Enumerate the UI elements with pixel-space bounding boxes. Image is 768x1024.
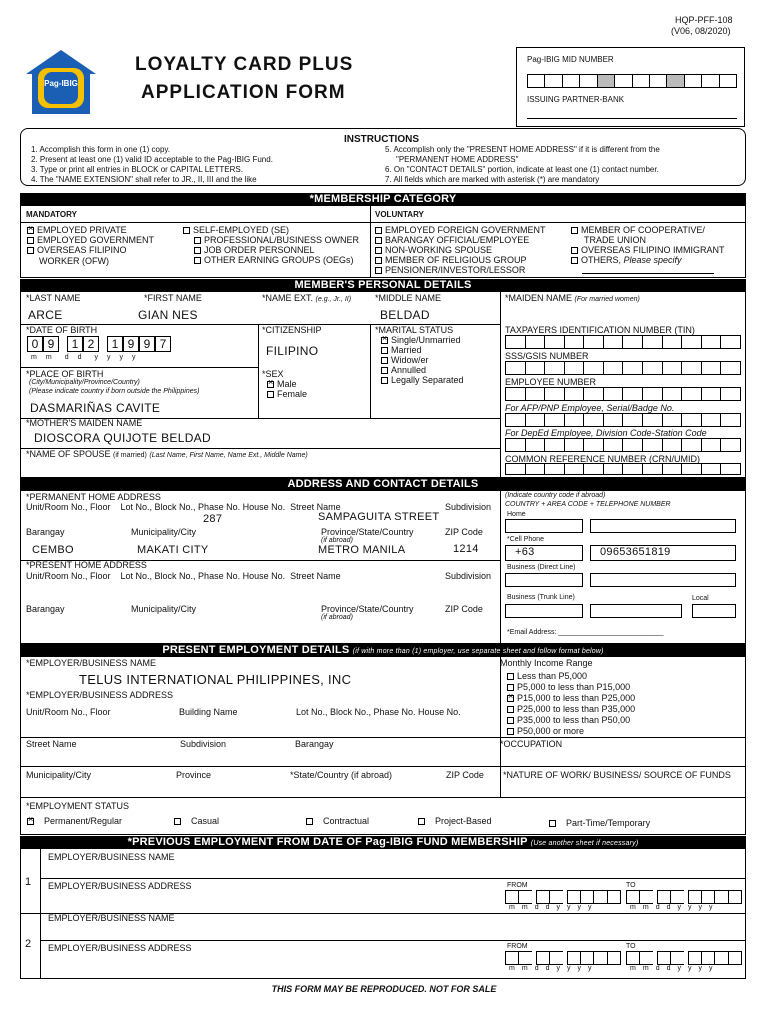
prev1-number: 1 [25, 876, 32, 888]
partner-bank-label: ISSUING PARTNER-BANK [527, 95, 625, 104]
home-phone-box[interactable] [590, 519, 736, 533]
marital-married[interactable]: Married [381, 345, 422, 355]
local-label: Local [692, 595, 709, 602]
status-project-based[interactable]: Project-Based [418, 816, 492, 826]
instr-5b: "PERMANENT HOME ADDRESS" [396, 155, 519, 164]
prev1-to-label: TO [626, 882, 636, 889]
perm-barangay-label: Barangay [26, 527, 65, 537]
opt-others[interactable]: OTHERS, Please specify [571, 255, 682, 265]
perm-street[interactable]: SAMPAGUITA STREET [318, 511, 440, 523]
crn-grid[interactable] [505, 463, 741, 475]
prev2-from-label: FROM [507, 943, 528, 950]
form-code: HQP-PFF-108 [675, 15, 733, 25]
marital-separated[interactable]: Legally Separated [381, 375, 464, 385]
present-abroad-hint: (if abroad) [321, 614, 353, 621]
emp-building-label: Building Name [179, 707, 238, 717]
perm-address-label: *PERMANENT HOME ADDRESS [26, 492, 161, 502]
opt-professional[interactable]: PROFESSIONAL/BUSINESS OWNER [194, 235, 359, 245]
emp-state-label: *State/Country (if abroad) [290, 770, 393, 780]
perm-house-no[interactable]: 287 [203, 513, 223, 525]
present-row1-labels: Unit/Room No., Floor Lot No., Block No., Phase No. House No. Street Name [26, 571, 341, 581]
emp-barangay-label: Barangay [295, 739, 334, 749]
prev2-name-label: EMPLOYER/BUSINESS NAME [48, 913, 175, 923]
maiden-name-label: *MAIDEN NAME (For married women) [505, 293, 640, 303]
income-50k-plus[interactable]: P50,000 or more [507, 726, 584, 736]
instructions-title: INSTRUCTIONS [344, 134, 419, 145]
sex-female[interactable]: Female [267, 389, 307, 399]
pob-value[interactable]: DASMARIÑAS CAVITE [30, 401, 161, 415]
voluntary-label: VOLUNTARY [375, 210, 424, 219]
opt-religious[interactable]: MEMBER OF RELIGIOUS GROUP [375, 255, 527, 265]
opt-pensioner[interactable]: PENSIONER/INVESTOR/LESSOR [375, 265, 525, 275]
mid-number-grid[interactable] [527, 74, 737, 88]
opt-job-order[interactable]: JOB ORDER PERSONNEL [194, 245, 315, 255]
income-15k-25k[interactable]: ×P15,000 to less than P25,000 [507, 693, 635, 703]
present-subdivision-label: Subdivision [445, 571, 492, 581]
present-barangay-label: Barangay [26, 604, 65, 614]
email-label[interactable]: *Email Address: ___________________________ [507, 629, 664, 636]
perm-zip[interactable]: 1214 [453, 543, 479, 555]
perm-province-label: Province/State/Country [321, 527, 414, 537]
employer-value[interactable]: TELUS INTERNATIONAL PHILIPPINES, INC [79, 672, 352, 687]
deped-label: For DepEd Employee, Division Code-Station Code [505, 428, 707, 438]
first-name-value[interactable]: GIAN NES [138, 308, 198, 322]
pagibig-logo [24, 48, 98, 118]
emp-unit-label: Unit/Room No., Floor [26, 707, 111, 717]
opt-oeg[interactable]: OTHER EARNING GROUPS (OEGs) [194, 255, 354, 265]
prev1-from-date[interactable] [505, 890, 621, 904]
form-title-line1: LOYALTY CARD PLUS [135, 54, 354, 75]
emp-no-label: EMPLOYEE NUMBER [505, 377, 597, 387]
instr-5: 5. Accomplish only the "PRESENT HOME ADDRESS" if it is different from the [385, 145, 660, 154]
address-bar: ADDRESS AND CONTACT DETAILS [20, 478, 746, 491]
marital-single[interactable]: ×Single/Unmarried [381, 335, 461, 345]
previous-bar: *PREVIOUS EMPLOYMENT FROM DATE OF Pag-IBIG FUND MEMBERSHIP (Use another sheet if necessary) [20, 836, 746, 849]
prev2-to-date[interactable] [626, 951, 742, 965]
mandatory-label: MANDATORY [26, 210, 77, 219]
mid-label: Pag-IBIG MID NUMBER [527, 55, 614, 64]
cell-phone-value: 09653651819 [600, 546, 671, 558]
income-label: Monthly Income Range [500, 658, 593, 668]
income-35k-50k[interactable]: P35,000 to less than P50,00 [507, 715, 630, 725]
prev2-to-sub: mmddyyyy [630, 965, 720, 972]
opt-employed-private[interactable]: ×EMPLOYED PRIVATE [27, 225, 127, 235]
trunk-line-label: Business (Trunk Line) [507, 594, 575, 601]
pob-label: *PLACE OF BIRTH [26, 369, 104, 379]
opt-non-working-spouse[interactable]: NON-WORKING SPOUSE [375, 245, 492, 255]
status-casual[interactable]: Casual [174, 816, 219, 826]
perm-zip-label: ZIP Code [445, 527, 483, 537]
opt-cooperative-cont: TRADE UNION [584, 235, 647, 245]
emp-subdivision-label: Subdivision [180, 739, 227, 749]
instr-4: 4. The "NAME EXTENSION" shall refer to JR., II, III and the like [31, 175, 257, 184]
form-version: (V06, 08/2020) [671, 26, 731, 36]
last-name-label: *LAST NAME [26, 293, 81, 303]
perm-city-label: Municipality/City [131, 527, 197, 537]
prev2-to-label: TO [626, 943, 636, 950]
dob-sublabels: mm dd yyyy [31, 354, 145, 361]
afp-grid[interactable] [505, 413, 741, 427]
prev1-name-label: EMPLOYER/BUSINESS NAME [48, 852, 175, 862]
marital-widow[interactable]: Widow/er [381, 355, 429, 365]
marital-annulled[interactable]: Annulled [381, 365, 426, 375]
middle-name-label: *MIDDLE NAME [375, 293, 442, 303]
crn-label: COMMON REFERENCE NUMBER (CRN/UMID) [505, 454, 700, 464]
opt-ofw-cont: WORKER (OFW) [39, 256, 109, 266]
sss-label: SSS/GSIS NUMBER [505, 351, 589, 361]
trunk-phone-box[interactable] [590, 604, 682, 618]
perm-abroad-hint: (if abroad) [321, 537, 353, 544]
marital-label: *MARITAL STATUS [375, 325, 454, 335]
status-part-time[interactable]: Part-Time/Temporary [549, 818, 650, 828]
sss-grid[interactable] [505, 361, 741, 375]
opt-self-employed[interactable]: SELF-EMPLOYED (SE) [183, 225, 289, 235]
direct-cc-box[interactable] [505, 573, 583, 587]
country-hint: (Indicate country code if abroad) [505, 492, 606, 499]
trunk-local-box[interactable] [692, 604, 736, 618]
sex-label: *SEX [262, 369, 284, 379]
afp-label: For AFP/PNP Employee, Serial/Badge No. [505, 403, 675, 413]
emp-zip-label: ZIP Code [446, 770, 484, 780]
mother-value[interactable]: DIOSCORA QUIJOTE BELDAD [34, 431, 211, 445]
prev2-from-sub: mmddyyyy [509, 965, 599, 972]
mother-label: *MOTHER'S MAIDEN NAME [26, 418, 143, 428]
sex-male[interactable]: ×Male [267, 379, 297, 389]
spouse-label: *NAME OF SPOUSE (if married) (Last Name, First Name, Name Ext., Middle Name) [26, 449, 308, 459]
pob-hint1: (City/Municipality/Province/Country) [29, 379, 140, 386]
employer-label: *EMPLOYER/BUSINESS NAME [26, 658, 157, 668]
opt-ofi[interactable]: OVERSEAS FILIPINO IMMIGRANT [571, 245, 725, 255]
pob-hint2: (Please indicate country if born outside the Philippines) [29, 388, 200, 395]
deped-grid[interactable] [505, 438, 741, 452]
opt-employed-government[interactable]: EMPLOYED GOVERNMENT [27, 235, 154, 245]
citizenship-value[interactable]: FILIPINO [266, 344, 319, 358]
occupation-label: *OCCUPATION [500, 739, 563, 749]
cell-cc-value: +63 [515, 546, 535, 558]
present-province-label: Province/State/Country [321, 604, 414, 614]
direct-phone-box[interactable] [590, 573, 736, 587]
instr-7: 7. All fields which are marked with asterisk (*) are mandatory [385, 175, 600, 184]
opt-cooperative[interactable]: MEMBER OF COOPERATIVE/ [571, 225, 705, 235]
income-lt5k[interactable]: Less than P5,000 [507, 671, 587, 681]
perm-subdivision-label: Subdivision [445, 502, 492, 512]
first-name-label: *FIRST NAME [144, 293, 202, 303]
instr-6: 6. On "CONTACT DETAILS" portion, indicate at least one (1) contact number. [385, 165, 659, 174]
present-city-label: Municipality/City [131, 604, 197, 614]
personal-bar: MEMBER'S PERSONAL DETAILS [20, 279, 746, 292]
tin-grid[interactable] [505, 335, 741, 349]
perm-city[interactable]: MAKATI CITY [137, 544, 209, 556]
prev2-from-date[interactable] [505, 951, 621, 965]
perm-province[interactable]: METRO MANILA [318, 544, 406, 556]
nature-of-work-label: *NATURE OF WORK/ BUSINESS/ SOURCE OF FUNDS [503, 770, 731, 780]
instr-2: 2. Present at least one (1) valid ID acceptable to the Pag-IBIG Fund. [31, 155, 273, 164]
employer-address-label: *EMPLOYER/BUSINESS ADDRESS [26, 690, 174, 700]
opt-barangay[interactable]: BARANGAY OFFICIAL/EMPLOYEE [375, 235, 529, 245]
prev1-address-label: EMPLOYER/BUSINESS ADDRESS [48, 881, 192, 891]
home-cc-box[interactable] [505, 519, 583, 533]
prev1-to-date[interactable] [626, 890, 742, 904]
prev1-to-sub: mmddyyyy [630, 904, 720, 911]
perm-barangay[interactable]: CEMBO [32, 544, 74, 556]
present-zip-label: ZIP Code [445, 604, 483, 614]
middle-name-value[interactable]: BELDAD [380, 308, 430, 322]
present-address-label: *PRESENT HOME ADDRESS [26, 560, 147, 570]
footer-note: THIS FORM MAY BE REPRODUCED. NOT FOR SALE [271, 984, 497, 994]
form-title-line2: APPLICATION FORM [141, 82, 346, 103]
name-ext-label: *NAME EXT. (e.g., Jr., II) [262, 293, 352, 303]
opt-foreign-gov[interactable]: EMPLOYED FOREIGN GOVERNMENT [375, 225, 546, 235]
income-25k-35k[interactable]: P25,000 to less than P35,000 [507, 704, 635, 714]
instr-1: 1. Accomplish this form in one (1) copy. [31, 145, 171, 154]
prev1-from-label: FROM [507, 882, 528, 889]
status-permanent[interactable]: ×Permanent/Regular [27, 816, 122, 826]
prev2-number: 2 [25, 938, 32, 950]
last-name-value[interactable]: ARCE [28, 308, 63, 322]
logo-text: Pag-IBIG [44, 79, 78, 88]
country-hint2: COUNTRY + AREA CODE + TELEPHONE NUMBER [505, 501, 671, 508]
direct-line-label: Business (Direct Line) [507, 564, 576, 571]
citizenship-label: *CITIZENSHIP [262, 325, 322, 335]
emp-street-label: Street Name [26, 739, 77, 749]
emp-city-label: Municipality/City [26, 770, 92, 780]
emp-no-grid[interactable] [505, 387, 741, 401]
prev1-from-sub: mmddyyyy [509, 904, 599, 911]
employment-status-label: *EMPLOYMENT STATUS [26, 801, 130, 811]
employment-bar: PRESENT EMPLOYMENT DETAILS (if with more than (1) employer, use separate sheet and follow format below) [20, 644, 746, 657]
instr-3: 3. Type or print all entries in BLOCK or CAPITAL LETTERS. [31, 165, 243, 174]
trunk-cc-box[interactable] [505, 604, 583, 618]
membership-bar: *MEMBERSHIP CATEGORY [20, 193, 746, 206]
opt-ofw[interactable]: OVERSEAS FILIPINO [27, 245, 127, 255]
home-phone-label: Home [507, 511, 526, 518]
status-contractual[interactable]: Contractual [306, 816, 369, 826]
prev2-address-label: EMPLOYER/BUSINESS ADDRESS [48, 943, 192, 953]
dob-boxes[interactable]: 0 9 1 2 1 9 9 7 [27, 336, 171, 352]
tin-label: TAXPAYERS IDENTIFICATION NUMBER (TIN) [505, 325, 695, 335]
dob-label: *DATE OF BIRTH [26, 325, 98, 335]
income-5k-15k[interactable]: P5,000 to less than P15,000 [507, 682, 630, 692]
emp-lot-label: Lot No., Block No., Phase No. House No. [296, 707, 461, 717]
cell-phone-label: *Cell Phone [507, 536, 544, 543]
emp-province-label: Province [176, 770, 212, 780]
perm-row1-labels: Unit/Room No., Floor Lot No., Block No., Phase No. House No. Street Name [26, 502, 341, 512]
